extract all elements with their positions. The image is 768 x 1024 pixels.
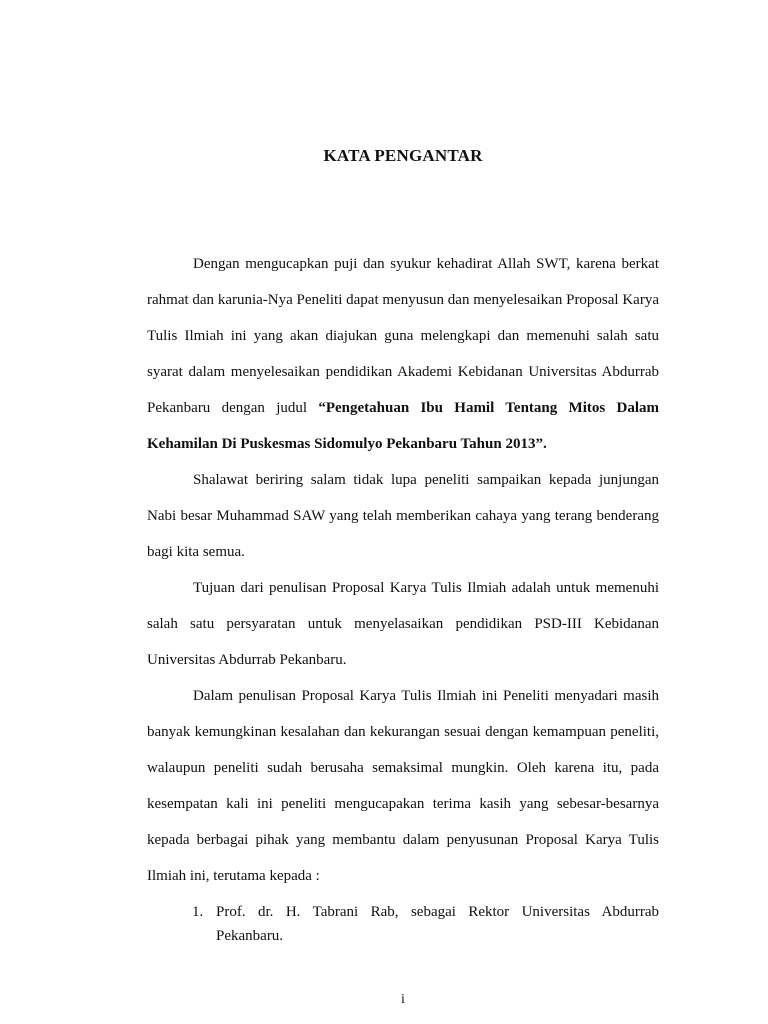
page-title: KATA PENGANTAR [323,146,483,165]
page-number: i [401,992,405,1007]
document-body [147,246,659,948]
paragraph-4: Dalam penulisan Proposal Karya Tulis Ilmiah ini Peneliti menyadari masih banyak kemungkinan kesalahan dan kekurangan sesuai dengan kemampuan peneliti, walaupun peneliti sudah berusaha semaksimal mungkin. Oleh karena itu, pada kesempatan kali ini peneliti mengucapakan terima kasih yang sebesar-besarnya kepada berbagai pihak yang membantu dalam penyusunan Proposal Karya Tulis Ilmiah ini, terutama kepada : [147,688,659,884]
research-title: “Pengetahuan Ibu Hamil Tentang Mitos Dalam Kehamilan Di Puskesmas Sidomulyo Pekanbaru Tahun 2013”. [147,400,659,452]
paragraph-2: Shalawat beriring salam tidak lupa peneliti sampaikan kepada junjungan Nabi besar Muhammad SAW yang telah memberikan cahaya yang terang benderang bagi kita semua. [147,472,659,560]
list-item [147,900,659,948]
paragraph-3: Tujuan dari penulisan Proposal Karya Tulis Ilmiah adalah untuk memenuhi salah satu persyaratan untuk menyelasaikan pendidikan PSD-III Kebidanan Universitas Abdurrab Pekanbaru. [147,580,659,668]
list-item-text: Prof. dr. H. Tabrani Rab, sebagai Rektor Universitas Abdurrab Pekanbaru. [216,904,659,944]
list-item-number: 1. [192,904,204,920]
paragraph-1-text: Dengan mengucapkan puji dan syukur kehadirat Allah SWT, karena berkat rahmat dan karunia-Nya Peneliti dapat menyusun dan menyelesaikan Proposal Karya Tulis Ilmiah ini yang akan diajukan guna melengkapi dan memenuhi salah satu syarat dalam menyelesaikan pendidikan Akademi Kebidanan Universitas Abdurrab Pekanbaru dengan judul [147,256,659,416]
acknowledgement-list [147,900,659,948]
paragraph-1 [147,246,659,462]
